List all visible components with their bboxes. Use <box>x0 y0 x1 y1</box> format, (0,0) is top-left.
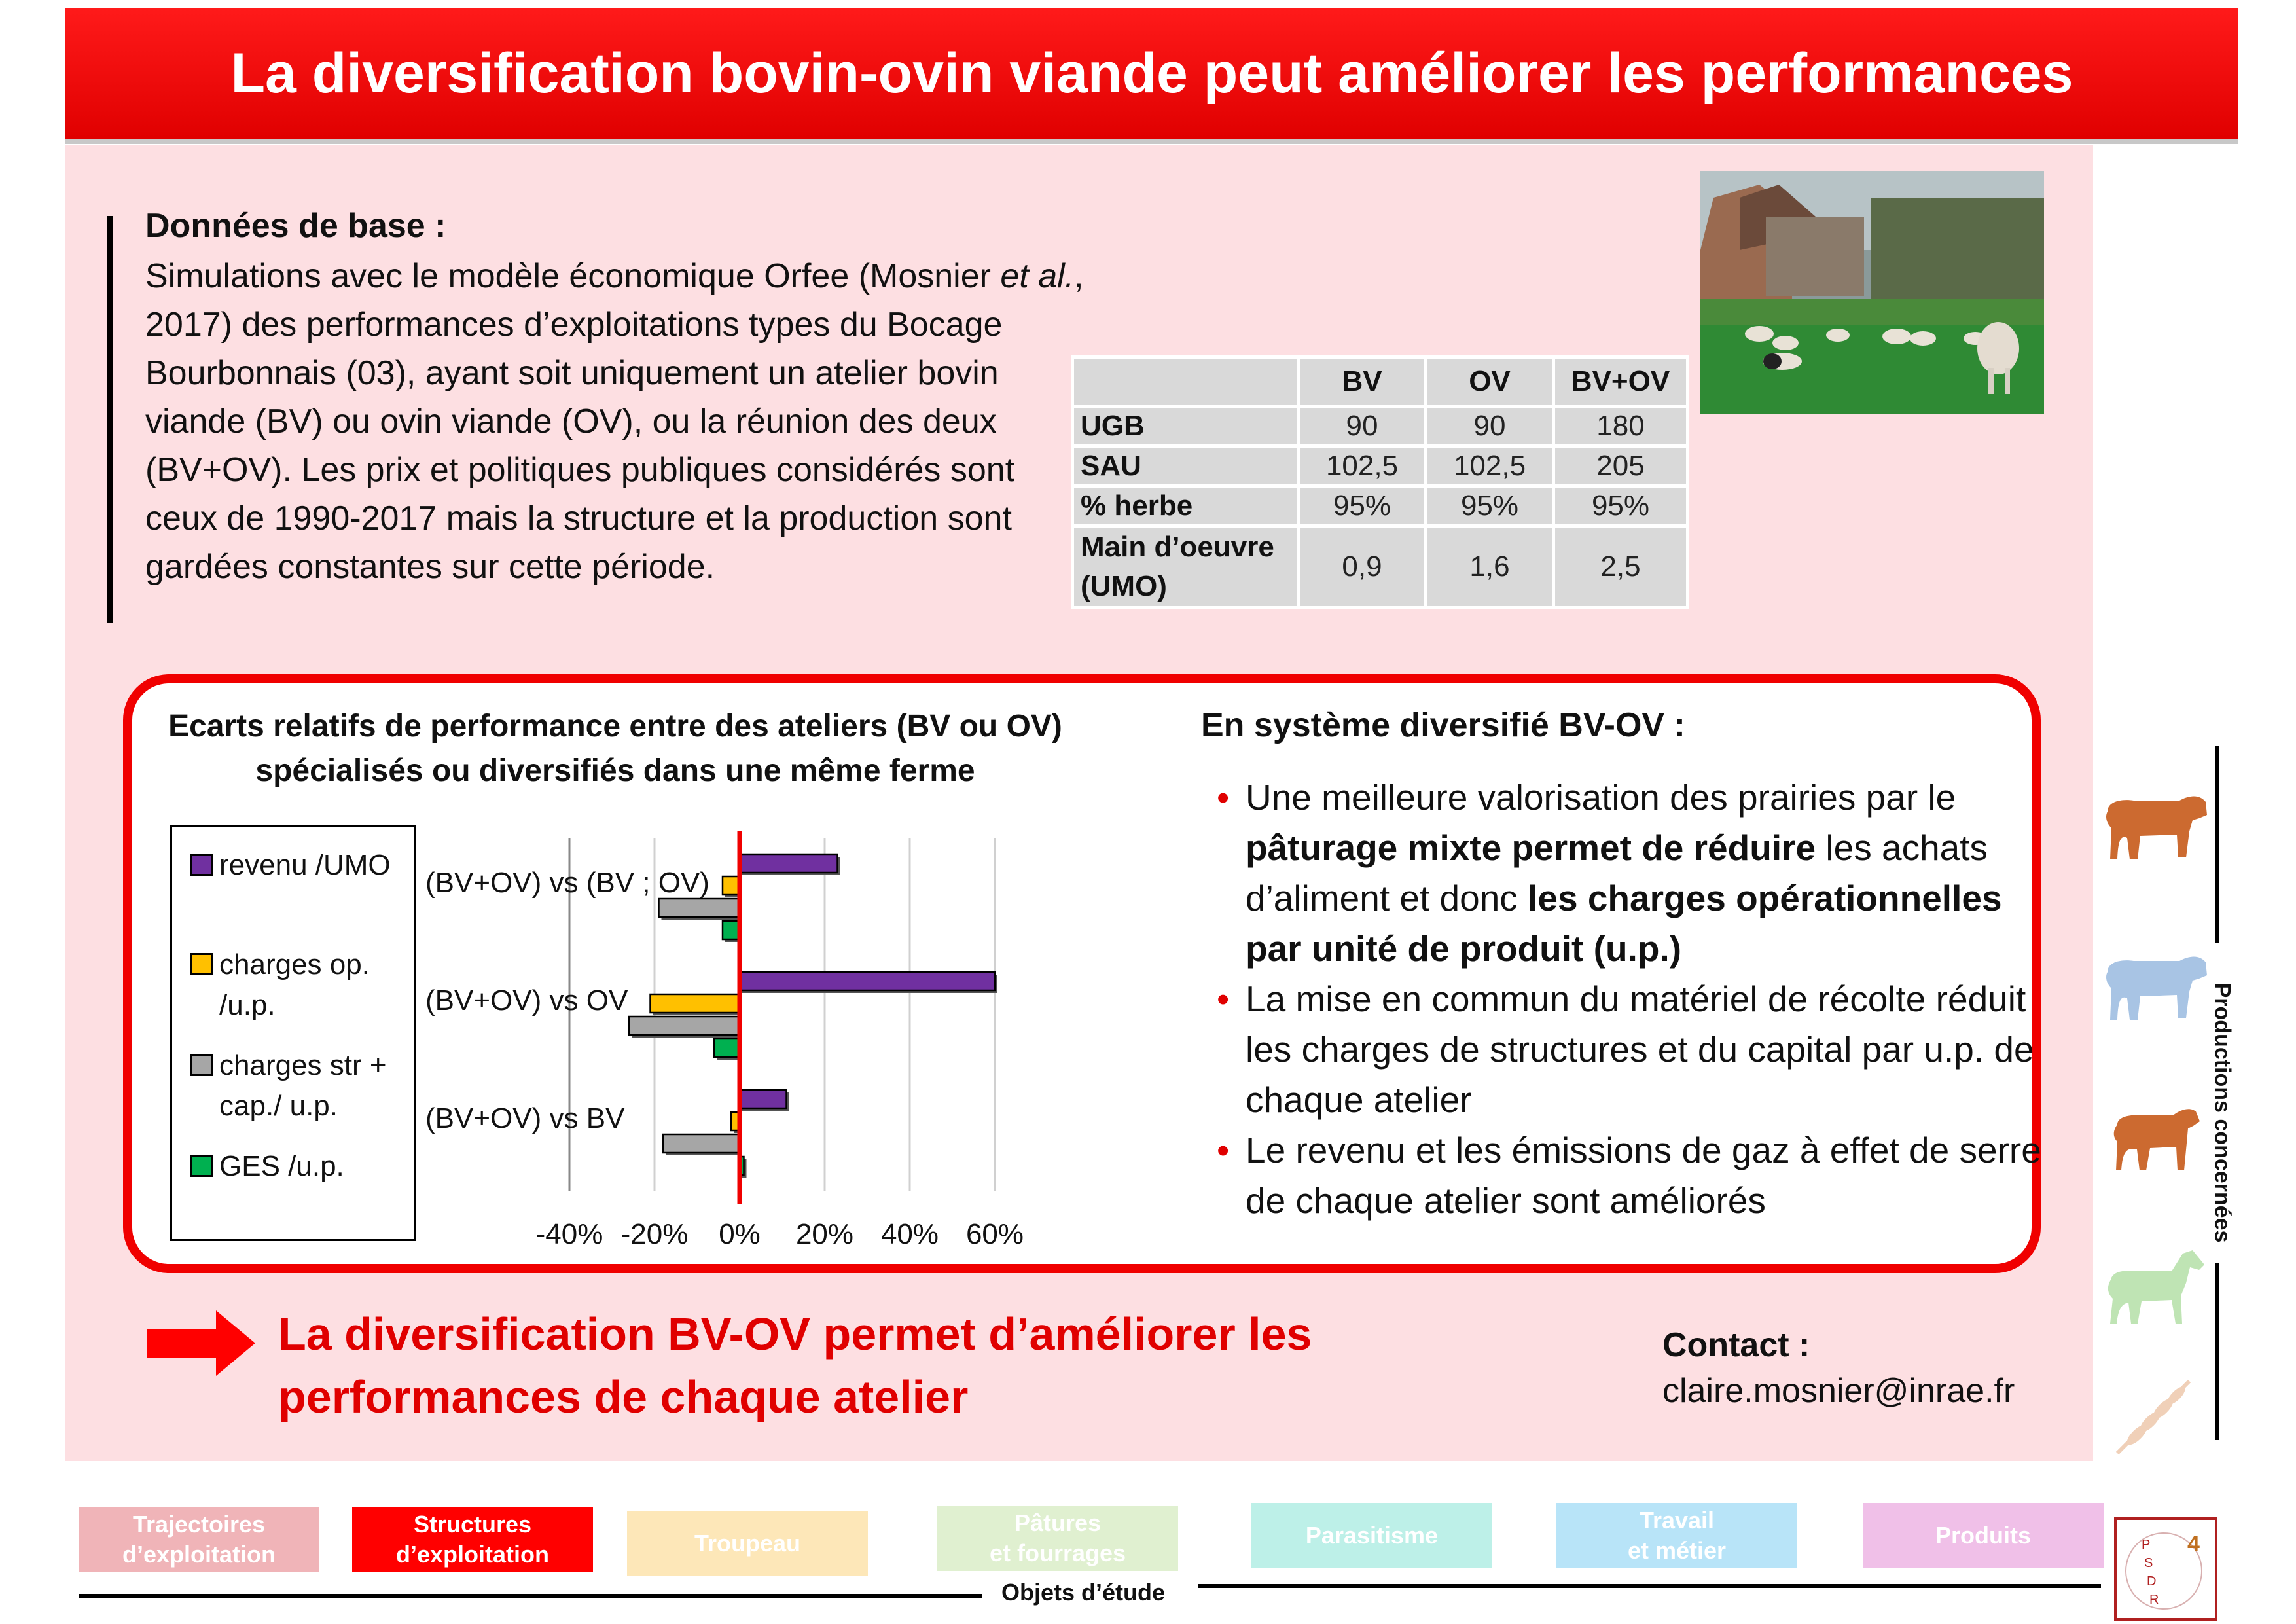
tab-travail[interactable] <box>1556 1503 1797 1568</box>
contact-label: Contact : <box>1662 1326 1810 1364</box>
list-item-bold: pâturage mixte permet de réduire <box>1246 827 1816 868</box>
sheep-icon <box>2098 1092 2215 1177</box>
table-row <box>1074 488 1686 524</box>
logo-letter: R <box>2149 1593 2159 1607</box>
category-label: (BV+OV) vs OV <box>425 984 628 1017</box>
table-cell: 205 <box>1555 448 1686 484</box>
tab-produits[interactable] <box>1863 1503 2104 1568</box>
side-divider <box>2215 746 2219 943</box>
table-cell: 2,5 <box>1555 528 1686 606</box>
list-item <box>1214 772 2045 974</box>
bar <box>740 854 838 873</box>
conclusion-text <box>278 1303 1456 1428</box>
list-item-text: Une meilleure valorisation des prairies par le <box>1246 777 1956 818</box>
tab-structures[interactable] <box>352 1507 593 1572</box>
table-row <box>1074 528 1686 606</box>
table-cell: 1,6 <box>1427 528 1552 606</box>
chart-title-line2: spécialisés ou diversifiés dans une même ferme <box>255 753 975 788</box>
table-header-cell <box>1074 359 1297 405</box>
logo-number: 4 <box>2187 1532 2200 1557</box>
tab-label: d’exploitation <box>396 1541 549 1568</box>
logo-letter: D <box>2147 1574 2157 1589</box>
bottom-divider <box>79 1594 982 1598</box>
horse-icon <box>2094 1244 2212 1329</box>
tab-troupeau[interactable] <box>627 1511 868 1576</box>
x-tick-label: 0% <box>719 1218 761 1250</box>
legend-label: charges op. <box>219 948 370 981</box>
category-label: (BV+OV) vs (BV ; OV) <box>425 867 709 899</box>
tab-label: et métier <box>1627 1537 1727 1564</box>
wheat-icon <box>2098 1375 2215 1460</box>
tab-label: Structures <box>413 1511 532 1538</box>
page-title-text: La diversification bovin-ovin viande peut améliorer les performances <box>230 41 2073 105</box>
table-row <box>1074 448 1686 484</box>
table-cell: 102,5 <box>1300 448 1424 484</box>
tab-trajectoires[interactable] <box>79 1507 319 1572</box>
table-row <box>1074 408 1686 444</box>
tab-label: Pâtures <box>1014 1509 1102 1536</box>
table-cell: 90 <box>1300 408 1424 444</box>
x-tick-label: 20% <box>795 1218 854 1250</box>
intro-text-italic: et al. <box>1000 257 1075 295</box>
logo-letter: S <box>2144 1556 2153 1570</box>
bar <box>723 876 740 895</box>
legend-label: revenu /UMO <box>219 849 391 881</box>
cow-icon <box>2094 782 2212 867</box>
bar <box>663 1134 740 1153</box>
tab-label: Troupeau <box>694 1530 801 1557</box>
tab-label: Produits <box>1935 1522 2031 1549</box>
list-item <box>1214 1125 2045 1226</box>
x-tick-label: 60% <box>965 1218 1024 1250</box>
intro-text <box>145 252 1094 591</box>
legend-item <box>190 845 391 886</box>
tab-label: Parasitisme <box>1305 1522 1439 1549</box>
table-row-label: Main d’oeuvre (UMO) <box>1074 528 1297 606</box>
table-cell: 95% <box>1300 488 1424 524</box>
legend-swatch <box>190 1054 213 1076</box>
psdr-logo <box>2114 1517 2217 1621</box>
tab-parasitisme[interactable] <box>1251 1503 1492 1568</box>
intro-heading: Données de base : <box>145 207 446 245</box>
intro-text-part: Simulations avec le modèle économique Orfee (Mosnier <box>145 257 1001 295</box>
bar <box>723 921 740 939</box>
objets-label: Objets d’étude <box>1001 1579 1166 1606</box>
bar <box>651 994 740 1013</box>
table-cell: 180 <box>1555 408 1686 444</box>
performance-bar-chart <box>419 818 1060 1263</box>
legend-label: /u.p. <box>219 989 276 1021</box>
bar <box>629 1017 740 1035</box>
intro-accent-bar <box>107 216 113 623</box>
bar <box>714 1039 740 1057</box>
legend-item <box>190 1045 387 1127</box>
table-header-row <box>1074 359 1686 405</box>
chart-legend <box>170 825 416 1241</box>
conclusion-line: La diversification BV-OV permet d’améliorer les <box>278 1308 1312 1360</box>
pasture-photo <box>1700 171 2044 414</box>
bar <box>740 1090 787 1108</box>
tab-patures[interactable] <box>937 1506 1178 1571</box>
list-item-bold: les charges opérationnelles par unité de produit (u.p.) <box>1246 878 2002 969</box>
dairy-cow-icon <box>2094 943 2212 1028</box>
table-header-cell: BV <box>1300 359 1424 405</box>
legend-item <box>190 1146 344 1187</box>
tab-label: Trajectoires <box>132 1511 266 1538</box>
conclusion-line: performances de chaque atelier <box>278 1371 969 1422</box>
benefits-list <box>1214 772 2045 1226</box>
legend-swatch <box>190 953 213 975</box>
table-cell: 102,5 <box>1427 448 1552 484</box>
table-header-cell: OV <box>1427 359 1552 405</box>
table-header-cell: BV+OV <box>1555 359 1686 405</box>
productions-label: Productions concernées <box>2210 983 2235 1243</box>
contact-email-link[interactable]: claire.mosnier@inrae.fr <box>1662 1372 2015 1410</box>
list-item <box>1214 974 2045 1125</box>
bottom-divider <box>1198 1584 2101 1588</box>
bar <box>659 899 740 917</box>
list-item-text: Le revenu et les émissions de gaz à effet de serre de chaque atelier sont améliorés <box>1246 1130 2041 1221</box>
logo-letter: P <box>2142 1538 2151 1552</box>
x-tick-label: 40% <box>880 1218 939 1250</box>
page-title <box>65 8 2238 144</box>
tab-label: Travail <box>1639 1507 1715 1534</box>
legend-label: charges str + <box>219 1049 387 1081</box>
intro-text-part: , 2017) des performances d’exploitations types du Bocage Bourbonnais (03), ayant soit uniquement un atelier bovin viande (BV) ou ovin viande (OV), ou la réunion des deux (BV+OV). Les prix et politiques publiques considérés sont ceux de 1990-2017 mais la structure et la production sont gardées constantes sur cette période. <box>145 257 1084 586</box>
category-label: (BV+OV) vs BV <box>425 1102 625 1134</box>
table-cell: 95% <box>1427 488 1552 524</box>
right-heading: En système diversifié BV-OV : <box>1201 706 1685 744</box>
table-row-label: SAU <box>1074 448 1297 484</box>
table-cell: 95% <box>1555 488 1686 524</box>
table-cell: 90 <box>1427 408 1552 444</box>
legend-swatch <box>190 854 213 876</box>
arrow-right-icon <box>147 1310 255 1376</box>
tab-label: et fourrages <box>989 1540 1126 1566</box>
x-tick-label: -40% <box>535 1218 603 1250</box>
list-item-text: La mise en commun du matériel de récolte réduit les charges de structures et du capital par u.p. de chaque atelier <box>1246 979 2034 1120</box>
side-divider <box>2215 1263 2219 1440</box>
base-data-table <box>1071 355 1689 609</box>
table-row-label: UGB <box>1074 408 1297 444</box>
x-tick-label: -20% <box>620 1218 689 1250</box>
legend-label: GES /u.p. <box>219 1150 344 1182</box>
chart-title-line1: Ecarts relatifs de performance entre des ateliers (BV ou OV) <box>168 709 1062 744</box>
list-item-text: les achats d’aliment et donc <box>1246 827 1988 918</box>
table-cell: 0,9 <box>1300 528 1424 606</box>
pasture-photo-image <box>1700 171 2044 414</box>
legend-label: cap./ u.p. <box>219 1090 338 1122</box>
bar <box>740 972 995 990</box>
legend-item <box>190 945 370 1026</box>
legend-swatch <box>190 1155 213 1177</box>
tab-label: d’exploitation <box>122 1541 276 1568</box>
psdr-logo-graphic <box>2117 1520 2215 1618</box>
table-row-label: % herbe <box>1074 488 1297 524</box>
